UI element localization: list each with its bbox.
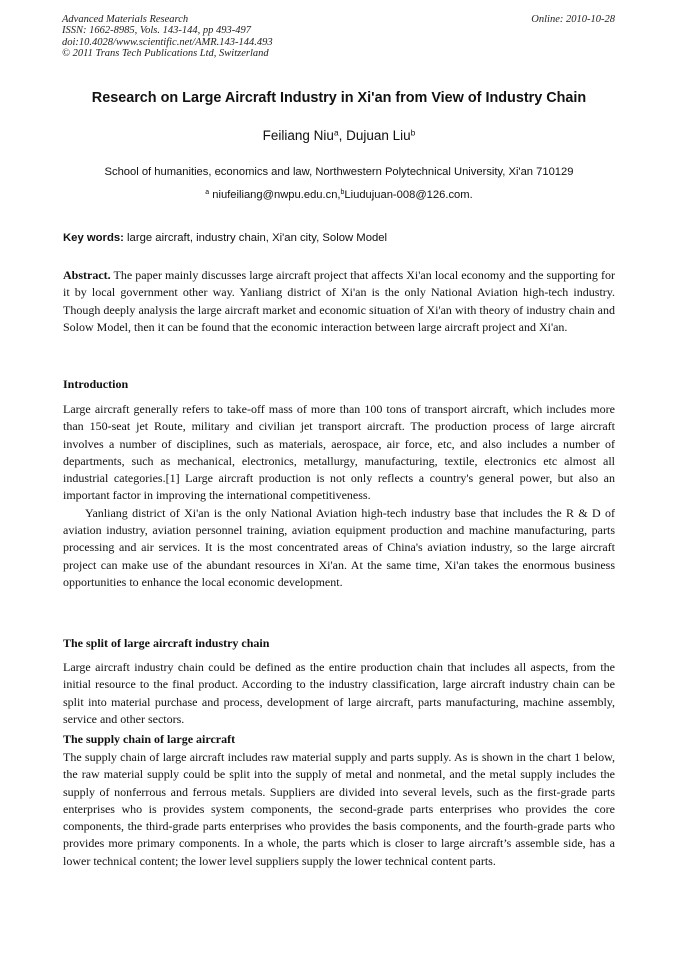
- keywords: [63, 232, 615, 244]
- supply-body: [63, 749, 615, 870]
- affiliation: School of humanities, economics and law, Northwestern Polytechnical University, Xi'an 710129: [104, 166, 574, 178]
- author-name: Dujuan Liu: [346, 128, 411, 143]
- split-body: [63, 659, 615, 728]
- author-name: Feiliang Niu: [262, 128, 334, 143]
- section-heading-introduction: Introduction: [63, 377, 129, 391]
- online-date: Online: 2010-10-28: [531, 14, 615, 25]
- abstract: [63, 267, 615, 336]
- abstract-text: The paper mainly discusses large aircraft project that affects Xi'an local economy and the supporting for it by local government other way. Yanliang district of Xi'an is the only National Aviation high-tech industry. Though deeply analysis the large aircraft market and economic situation of Xi'an with theory of industry chain and Solow Model, then it can be found that the economic interaction between large aircraft project and Xi'an.: [63, 268, 615, 334]
- author-list: [40, 128, 638, 143]
- journal-header: [62, 14, 615, 60]
- abstract-label: Abstract.: [63, 268, 111, 282]
- paragraph: Large aircraft industry chain could be defined as the entire production chain that includes all aspects, from the initial resource to the final product. According to the industry classification, large aircraft industry chain can be split into material purchase and process, development of large aircraft, parts manufacturing, machine assembly, service and other sectors.: [63, 660, 615, 726]
- section-heading-supply: The supply chain of large aircraft: [63, 732, 236, 746]
- email-mark: b: [340, 189, 345, 197]
- paragraph: Yanliang district of Xi'an is the only National Aviation high-tech industry base that includes the R & D of aviation industry, aviation personnel training, aviation equipment production and machine manufacturing, parts processing and air services. It is the most concentrated areas of China's aviation industry, so the large aircraft project can make use of the abundant resources in Xi'an. At the same time, Xi'an takes the enormous business opportunities to enhance the local economic development.: [63, 505, 615, 589]
- paper-title: Research on Large Aircraft Industry in Xi'an from View of Industry Chain: [91, 90, 587, 106]
- section-heading-split: The split of large aircraft industry chain: [63, 636, 270, 650]
- doi-line: doi:10.4028/www.scientific.net/AMR.143-144.493: [62, 36, 273, 48]
- keywords-label: Key words:: [63, 232, 124, 244]
- journal-name: Advanced Materials Research: [62, 14, 189, 25]
- author-affiliation-mark: b: [410, 127, 416, 138]
- author-separator: ,: [338, 128, 347, 143]
- paragraph: The supply chain of large aircraft includes raw material supply and parts supply. As is shown in the chart 1 below, the raw material supply could be split into the supply of metal and nonmetal, and the metal supply includes the supply of nonferrous and ferrous metals. Suppliers are divided into several levels, such as the first-grade parts enterprises who is provides system components, the second-grade parts enterprises who provides the core components, the third-grade parts enterprises who provides the basis components, and the fourth-grade parts who provides more primary components. In a whole, the parts which is closer to large aircraft’s assemble side, has a lower technical content; the lower level suppliers supply the lower technical content parts.: [63, 750, 615, 868]
- keywords-text: large aircraft, industry chain, Xi'an city, Solow Model: [123, 232, 388, 244]
- email-address: niufeiliang@nwpu.edu.cn,: [209, 189, 341, 201]
- email-line: [40, 189, 638, 201]
- paragraph: Large aircraft generally refers to take-off mass of more than 100 tons of transport aircraft, which includes more than 150-seat jet Route, military and civilian jet transport aircraft. The production process of large aircraft involves a number of disciplines, such as materials, aerospace, air force, etc, and also includes a number of departments, such as mechanical, electronics, metallurgy, manufacturing, textile, electronics etc almost all industrial categories.[1] Large aircraft production is not only reflects a country's general power, but also an important factor in improving the international competitiveness.: [63, 402, 615, 503]
- copyright-line: © 2011 Trans Tech Publications Ltd, Switzerland: [62, 48, 269, 60]
- issn-line: ISSN: 1662-8985, Vols. 143-144, pp 493-497: [62, 25, 251, 37]
- introduction-body: [63, 401, 615, 591]
- email-mark: a: [205, 189, 210, 197]
- email-address: Liudujuan-008@126.com.: [344, 189, 473, 201]
- author-affiliation-mark: a: [333, 127, 339, 138]
